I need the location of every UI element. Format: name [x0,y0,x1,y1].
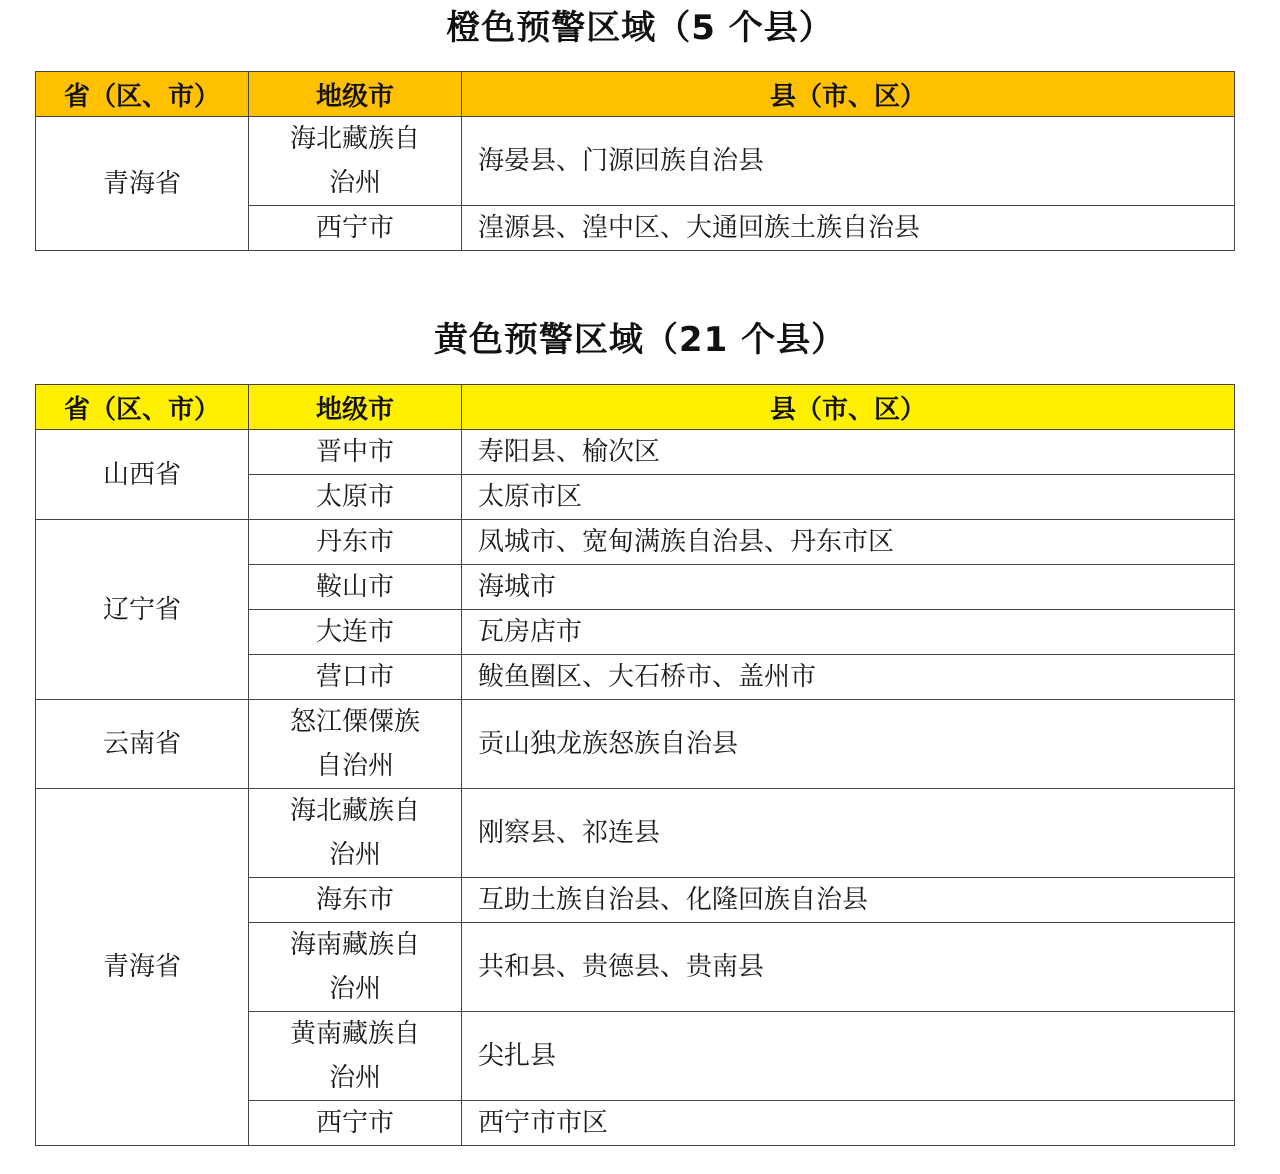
city-name: 西宁市 [315,213,394,243]
table-row [36,430,1235,475]
table-header-row [36,72,1235,117]
province-cell: 青海省 [36,117,249,251]
city-name: 海东市 [315,885,394,915]
city-cell [249,475,462,520]
county-cell: 海晏县、门源回族自治县 [462,117,1235,206]
county-cell: 互助土族自治县、化隆回族自治县 [462,878,1235,923]
header-province: 省（区、市） [36,385,249,430]
city-cell [249,655,462,700]
city-cell [249,206,462,251]
county-cell: 海城市 [462,565,1235,610]
header-city: 地级市 [249,385,462,430]
county-cell: 湟源县、湟中区、大通回族土族自治县 [462,206,1235,251]
city-name: 黄南藏族自治州 [289,1019,420,1093]
county-cell: 凤城市、宽甸满族自治县、丹东市区 [462,520,1235,565]
province-cell: 辽宁省 [36,520,249,700]
header-province: 省（区、市） [36,72,249,117]
city-name: 晋中市 [315,437,394,467]
province-cell: 青海省 [36,789,249,1146]
county-cell: 贡山独龙族怒族自治县 [462,700,1235,789]
city-cell [249,1101,462,1146]
city-cell [249,789,462,878]
city-cell [249,923,462,1012]
city-cell [249,878,462,923]
province-cell: 云南省 [36,700,249,789]
yellow-warning-table [35,384,1235,1146]
county-cell: 寿阳县、榆次区 [462,430,1235,475]
header-city: 地级市 [249,72,462,117]
city-cell [249,1012,462,1101]
yellow-warning-title: 黄色预警区域（21 个县） [433,320,847,360]
city-name: 海北藏族自治州 [289,124,420,198]
city-cell [249,700,462,789]
header-county: 县（市、区） [462,72,1235,117]
city-name: 海南藏族自治州 [289,930,420,1004]
city-cell [249,430,462,475]
county-cell: 鲅鱼圈区、大石桥市、盖州市 [462,655,1235,700]
city-name: 海北藏族自治州 [289,796,420,870]
table-row [36,700,1235,789]
orange-warning-title: 橙色预警区域（5 个县） [446,8,834,48]
table-row [36,520,1235,565]
table-header-row [36,385,1235,430]
table-row [36,789,1235,878]
city-cell [249,117,462,206]
city-name: 营口市 [315,662,394,692]
city-name: 鞍山市 [315,572,394,602]
city-cell [249,520,462,565]
table-row [36,117,1235,206]
city-cell [249,565,462,610]
county-cell: 刚察县、祁连县 [462,789,1235,878]
orange-warning-table [35,71,1235,251]
province-cell: 山西省 [36,430,249,520]
county-cell: 尖扎县 [462,1012,1235,1101]
county-cell: 瓦房店市 [462,610,1235,655]
city-name: 怒江傈僳族自治州 [289,707,420,781]
county-cell: 太原市区 [462,475,1235,520]
county-cell: 西宁市市区 [462,1101,1235,1146]
city-name: 西宁市 [315,1108,394,1138]
city-cell [249,610,462,655]
city-name: 丹东市 [315,527,394,557]
city-name: 太原市 [315,482,394,512]
county-cell: 共和县、贵德县、贵南县 [462,923,1235,1012]
header-county: 县（市、区） [462,385,1235,430]
city-name: 大连市 [315,617,394,647]
